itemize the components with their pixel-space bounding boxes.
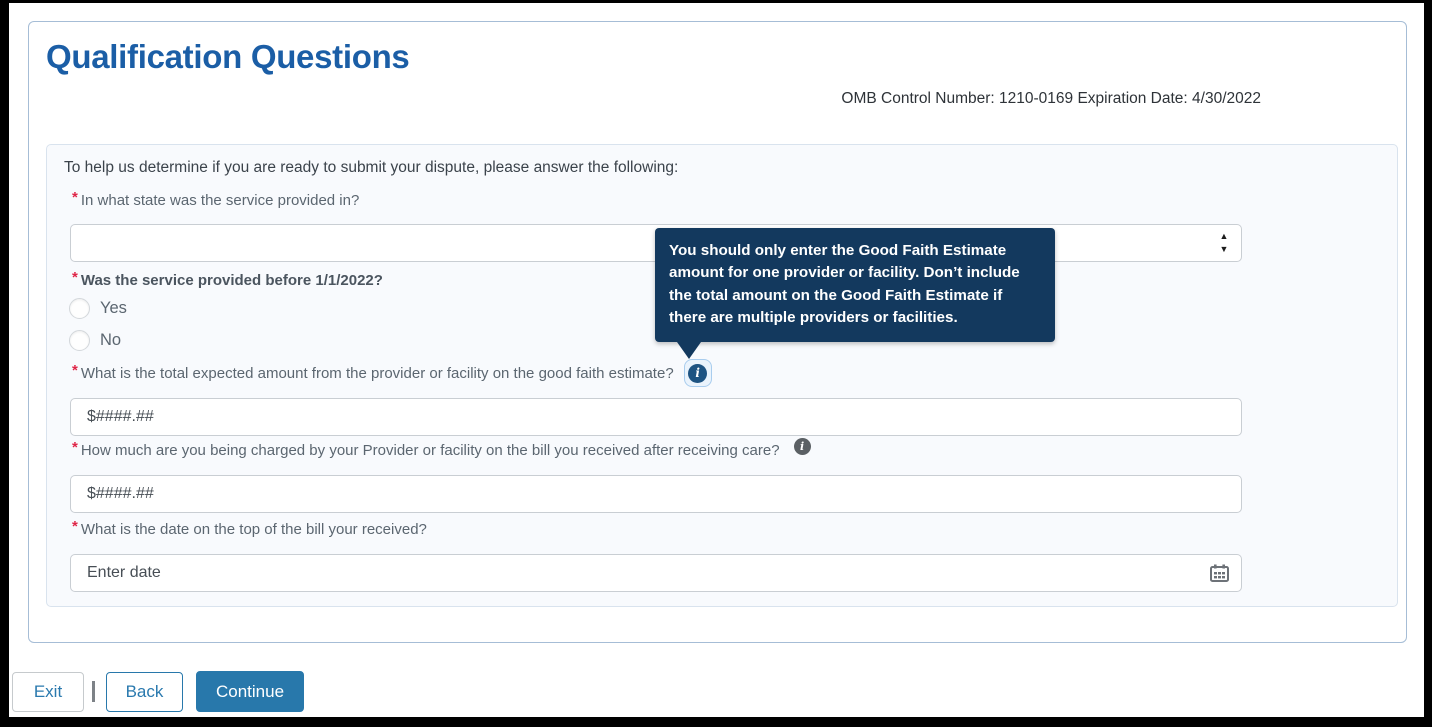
back-button[interactable]: Back — [106, 672, 183, 712]
continue-button[interactable]: Continue — [196, 671, 304, 712]
before-2022-question-label: * Was the service provided before 1/1/2022? — [72, 269, 383, 289]
required-asterisk: * — [72, 189, 78, 206]
gfe-amount-input[interactable] — [70, 398, 1242, 436]
required-asterisk: * — [72, 518, 78, 535]
billed-question-row — [72, 439, 811, 459]
billed-amount-input[interactable] — [70, 475, 1242, 513]
intro-text: To help us determine if you are ready to submit your dispute, please answer the following: — [64, 159, 679, 176]
required-asterisk: * — [72, 361, 78, 379]
spinner-down-icon[interactable]: ▼ — [1219, 244, 1229, 254]
gfe-question-label: * What is the total expected amount from the provider or facility on the good faith estimate? — [72, 361, 674, 382]
radio-option-yes[interactable] — [69, 298, 127, 319]
questions-panel — [46, 144, 1398, 607]
exit-button[interactable]: Exit — [12, 672, 84, 712]
page-title: Qualification Questions — [46, 38, 410, 75]
calendar-icon[interactable] — [1210, 564, 1229, 582]
radio-button-no[interactable] — [69, 330, 90, 351]
page-background — [9, 3, 1424, 717]
radio-button-yes[interactable] — [69, 298, 90, 319]
billed-question-label: * How much are you being charged by your Provider or facility on the bill you received after receiving care? — [72, 439, 780, 459]
select-spinner[interactable] — [1217, 230, 1231, 256]
radio-option-no[interactable] — [69, 330, 121, 351]
radio-label-no[interactable]: No — [100, 331, 122, 349]
required-asterisk: * — [72, 439, 78, 456]
info-icon[interactable]: i — [794, 438, 811, 455]
bill-date-input[interactable] — [70, 554, 1242, 592]
spinner-up-icon[interactable]: ▲ — [1219, 231, 1229, 241]
required-asterisk: * — [72, 269, 78, 286]
footer-actions — [12, 671, 304, 712]
omb-control-line: OMB Control Number: 1210-0169 Expiration Date: 4/30/2022 — [841, 90, 1261, 107]
info-icon[interactable]: i — [688, 364, 707, 383]
gfe-question-row — [72, 359, 712, 387]
radio-label-yes[interactable]: Yes — [100, 299, 127, 317]
state-question-label: * In what state was the service provided in? — [72, 189, 360, 209]
bill-date-field — [70, 554, 1242, 592]
bill-date-question-label: * What is the date on the top of the bill your received? — [72, 518, 427, 538]
gfe-info-icon-focus-ring[interactable] — [684, 359, 712, 387]
button-divider — [92, 681, 95, 702]
gfe-tooltip: You should only enter the Good Faith Estimate amount for one provider or facility. Don’t include the total amount on the Good Faith Estimate if there are multiple providers or facilities. — [655, 228, 1055, 342]
